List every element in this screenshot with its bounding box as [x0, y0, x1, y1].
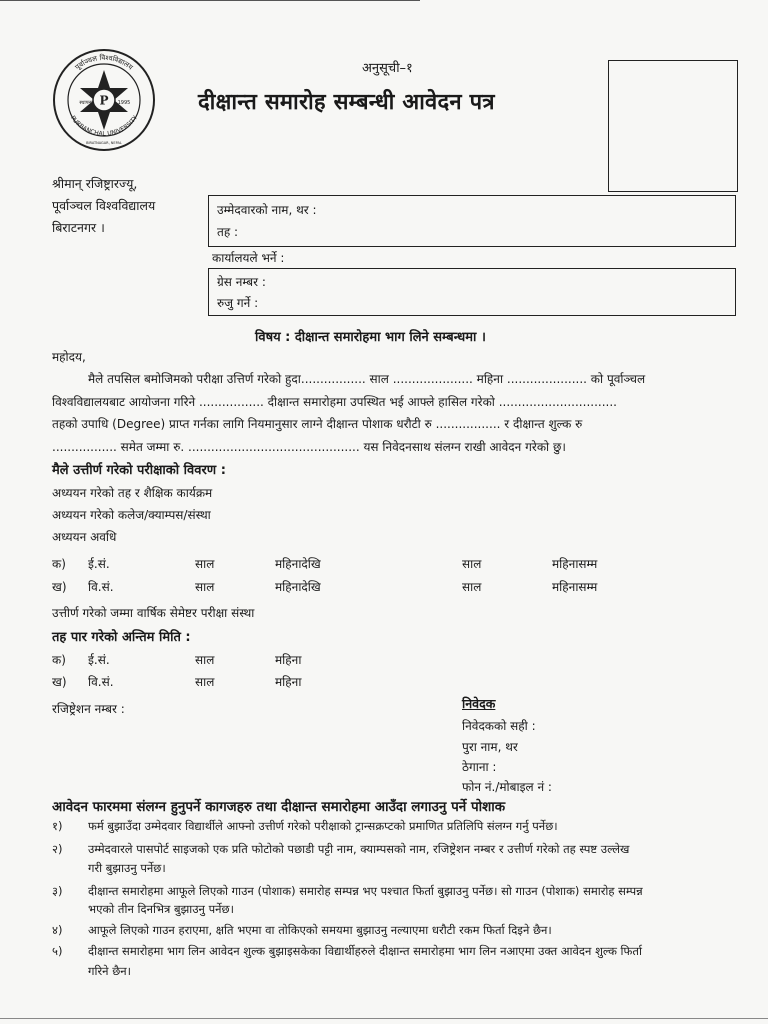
year-field[interactable]: साल: [462, 580, 482, 594]
item-number: २): [52, 842, 63, 856]
year-field[interactable]: साल: [195, 653, 215, 667]
era-label: ई.सं.: [88, 653, 110, 667]
schedule-label: अनुसूची–१: [362, 61, 413, 76]
office-use-box: [208, 268, 736, 316]
body-line-1: मैले तपसिल बमोजिमको परीक्षा उत्तिर्ण गरेको हुदा................. साल ..................... महिना ..................... को पूर्वाञ्चल: [88, 372, 646, 386]
era-label: ई.सं.: [88, 557, 110, 571]
page-title: दीक्षान्त समारोह सम्बन्धी आवेदन पत्र: [198, 90, 495, 115]
year-field[interactable]: साल: [195, 580, 215, 594]
final-date-heading: तह पार गरेको अन्तिम मिति :: [52, 630, 191, 645]
item-text: आफूले लिएको गाउन हराएमा, क्षति भएमा वा तोकिएको समयमा बुझाउनु नल्याएमा धरौटी रकम फिर्ता दिइने छैन।: [88, 923, 552, 937]
from-month-field[interactable]: महिनादेखि: [275, 557, 321, 571]
item-text: दीक्षान्त समारोहमा भाग लिन आवेदन शुल्क बुझाइसकेका विद्यार्थीहरुले दीक्षान्त समारोहमा भाग लिन नआएमा उक्त आवेदन शुल्क फिर्ता: [88, 944, 642, 958]
item-text: उम्मेदवारले पासपोर्ट साइजको एक प्रति फोटोको पछाडी पट्टी नाम, क्याम्पसको नाम, रजिष्ट्रेशन नम्बर र उत्तीर्ण गरेको तह स्पष्ट उल्लेख: [88, 842, 630, 856]
svg-text:PURBANCHAL UNIVERSITY: PURBANCHAL UNIVERSITY: [68, 114, 140, 138]
from-month-field[interactable]: महिनादेखि: [275, 580, 321, 594]
approve-field[interactable]: रुजु गर्ने :: [217, 296, 259, 310]
month-field[interactable]: महिना: [275, 653, 302, 667]
candidate-name-field[interactable]: उम्मेदवारको नाम, थर :: [217, 203, 317, 217]
item-number: ३): [52, 884, 63, 898]
address-line-1: श्रीमान् रजिष्ट्रारज्यू,: [52, 176, 138, 191]
svg-text:1995: 1995: [117, 100, 131, 106]
subject-line: विषय : दीक्षान्त समारोहमा भाग लिने सम्बन्धमा ।: [255, 330, 486, 345]
salutation: महोदय,: [52, 350, 86, 364]
svg-text:स्थापना: स्थापना: [79, 100, 93, 106]
item-text-cont: गरिने छैन।: [88, 964, 131, 978]
body-line-3: तहको उपाधि (Degree) प्राप्त गर्नका लागि नियमानुसार लाग्ने दीक्षान्त पोशाक धरौटी रु ................. र दीक्षान्त शुल्क रु: [52, 417, 583, 431]
item-number: ५): [52, 944, 63, 958]
college-field[interactable]: अध्ययन गरेको कलेज/क्याम्पस/संस्था: [52, 508, 211, 522]
svg-text:पूर्वाञ्चल विश्वविद्यालय: पूर्वाञ्चल विश्वविद्यालय: [73, 53, 135, 72]
row-index: क): [52, 653, 66, 667]
row-index: ख): [52, 580, 67, 594]
applicant-heading: निवेदक: [462, 696, 496, 711]
item-text: दीक्षान्त समारोहमा आफूले लिएको गाउन (पोशाक) समारोह सम्पन्न भए पश्चात फिर्ता बुझाउनु पर्नेछ। सो गाउन (पोशाक) समारोह सम्पन्न: [88, 884, 643, 898]
month-field[interactable]: महिना: [275, 675, 302, 689]
bottom-rule: [0, 1018, 768, 1019]
svg-text:P: P: [99, 93, 109, 108]
item-text: फर्म बुझाउँदा उम्मेदवार विद्यार्थीले आफ्नो उत्तीर्ण गरेको परीक्षाको ट्रान्सक्रप्टको प्रमाणित प्रतिलिपि संलग्न गर्नु पर्नेछ।: [88, 819, 558, 833]
full-name-field[interactable]: पुरा नाम, थर: [462, 740, 518, 754]
phone-field[interactable]: फोन नं./मोबाइल नं :: [462, 780, 552, 794]
body-line-2: विश्वविद्यालयबाट आयोजना गरिने ................. दीक्षान्त समारोहमा उपस्थित भई आफ्ले हासिल गरेको ...............................: [52, 395, 617, 409]
address-line-3: बिराटनगर ।: [52, 220, 105, 235]
photo-box: [608, 60, 738, 192]
body-line-4: ................. समेत जम्मा रु. ............................................. यस निवेदनसाथ संलग्न राखी आवेदन गरेको छु।: [52, 440, 566, 454]
svg-text:BIRATNAGAR, NEPAL: BIRATNAGAR, NEPAL: [86, 141, 122, 145]
top-rule: [0, 0, 420, 1]
item-text-cont: भएको तीन दिनभित्र बुझाउनु पर्नेछ।: [88, 902, 234, 916]
year-field[interactable]: साल: [195, 675, 215, 689]
to-month-field[interactable]: महिनासम्म: [552, 557, 598, 571]
year-field[interactable]: साल: [462, 557, 482, 571]
item-number: ४): [52, 923, 63, 937]
address-field[interactable]: ठेगाना :: [462, 760, 497, 774]
to-month-field[interactable]: महिनासम्म: [552, 580, 598, 594]
grace-number-field[interactable]: ग्रेस नम्बर :: [217, 275, 266, 289]
university-logo-icon: [52, 48, 156, 152]
item-text-cont: गरी बुझाउनु पर्नेछ।: [88, 861, 166, 875]
registration-number-field[interactable]: रजिष्ट्रेशन नम्बर :: [52, 702, 125, 716]
duration-label: अध्ययन अवधि: [52, 530, 117, 544]
level-program-field[interactable]: अध्ययन गरेको तह र शैक्षिक कार्यक्रम: [52, 486, 213, 500]
exam-details-heading: मैले उत्तीर्ण गरेको परीक्षाको विवरण :: [52, 463, 226, 478]
address-line-2: पूर्वाञ्चल विश्वविद्यालय: [52, 198, 156, 213]
institution-field[interactable]: उत्तीर्ण गरेको जम्मा वार्षिक सेमेष्टर परीक्षा संस्था: [52, 606, 255, 620]
level-field[interactable]: तह :: [217, 225, 239, 239]
row-index: क): [52, 557, 66, 571]
item-number: १): [52, 819, 63, 833]
candidate-box: [208, 195, 736, 247]
era-label: वि.सं.: [88, 675, 114, 689]
year-field[interactable]: साल: [195, 557, 215, 571]
era-label: वि.सं.: [88, 580, 114, 594]
office-use-label: कार्यालयले भर्ने :: [212, 251, 285, 265]
documents-heading: आवेदन फारममा संलग्न हुनुपर्ने कागजहरु तथा दीक्षान्त समारोहमा आउँदा लगाउनु पर्ने पोशाक: [52, 799, 506, 815]
row-index: ख): [52, 675, 67, 689]
signature-field[interactable]: निवेदकको सही :: [462, 719, 536, 733]
